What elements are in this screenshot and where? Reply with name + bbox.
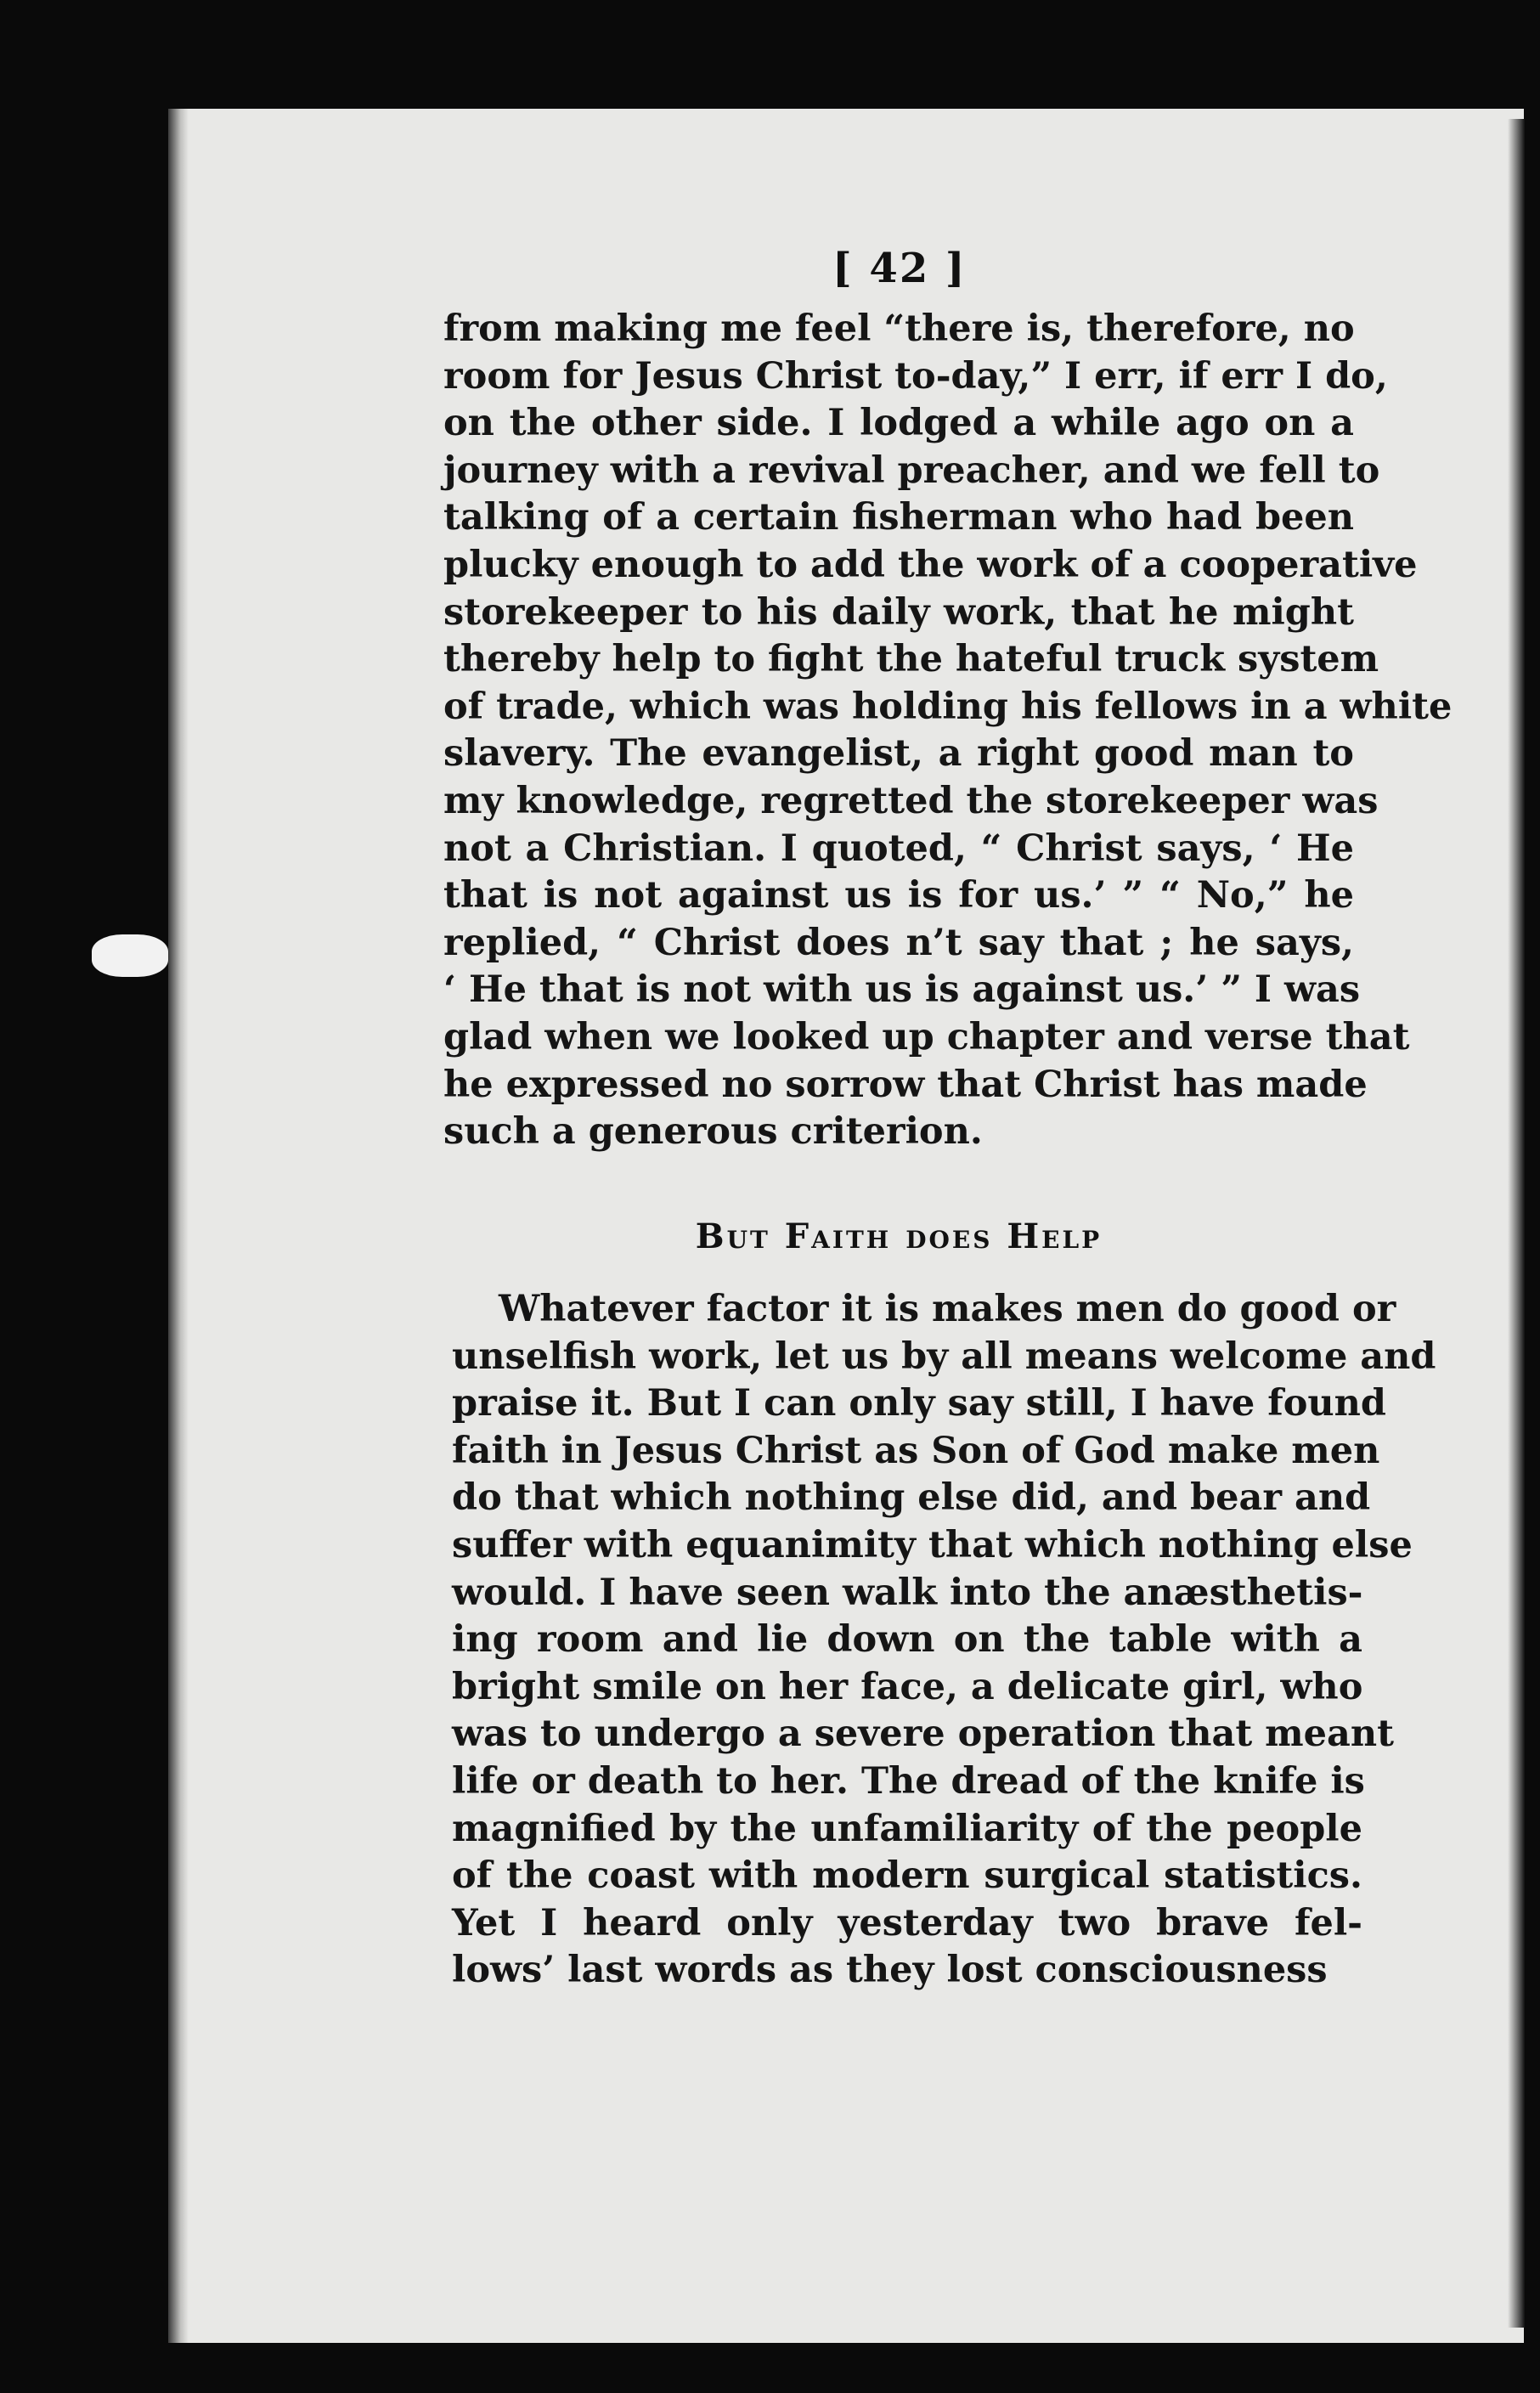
- text-line: plucky enough to add the work of a cooperative: [443, 543, 1418, 586]
- text-line: ‘ He that is not with us is against us.’ ” I was: [443, 968, 1361, 1012]
- text-line: that is not against us is for us.’ ” “ No,” he: [443, 874, 1354, 917]
- text-line: storekeeper to his daily work, that he might: [443, 590, 1354, 634]
- paragraph-2: [452, 1286, 1436, 1995]
- text-line: praise it. But I can only say still, I have found: [452, 1382, 1386, 1425]
- text-line: replied, “ Christ does n’t say that ; he says,: [443, 921, 1354, 964]
- text-line: was to undergo a severe operation that meant: [452, 1713, 1395, 1756]
- text-line: magnified by the unfamiliarity of the people: [452, 1807, 1362, 1850]
- text-line: on the other side. I lodged a while ago on a: [443, 402, 1354, 445]
- page-number: [ 42 ]: [832, 245, 967, 292]
- text-line: room for Jesus Christ to-day,” I err, if err I do,: [443, 354, 1388, 398]
- text-line: ing room and lie down on the table with a: [452, 1618, 1362, 1662]
- text-line: suffer with equanimity that which nothing else: [452, 1523, 1413, 1566]
- page-binding-edge: [168, 109, 189, 2343]
- text-line: Whatever factor it is makes men do good or: [499, 1288, 1396, 1330]
- text-line: lows’ last words as they lost consciousness: [452, 1949, 1328, 1992]
- text-line: life or death to her. The dread of the knife is: [452, 1759, 1365, 1803]
- text-line: from making me feel “there is, therefore, no: [443, 308, 1355, 350]
- text-line: bright smile on her face, a delicate girl, who: [452, 1665, 1363, 1708]
- text-line: faith in Jesus Christ as Son of God make men: [452, 1429, 1380, 1472]
- paragraph-1: [443, 306, 1453, 1156]
- text-line: journey with a revival preacher, and we fell to: [443, 449, 1380, 492]
- text-line: of trade, which was holding his fellows in a white: [443, 685, 1453, 728]
- text-line: do that which nothing else did, and bear and: [452, 1476, 1371, 1520]
- text-line: would. I have seen walk into the anæsthetis-: [452, 1571, 1363, 1614]
- text-line: not a Christian. I quoted, “ Christ says, ‘ He: [443, 827, 1354, 870]
- text-line: glad when we looked up chapter and verse that: [443, 1015, 1410, 1058]
- text-line: thereby help to fight the hateful truck system: [443, 638, 1379, 681]
- text-line: he expressed no sorrow that Christ has made: [443, 1063, 1368, 1106]
- text-line: Yet I heard only yesterday two brave fel-: [452, 1901, 1362, 1944]
- text-line: such a generous criterion.: [443, 1110, 983, 1154]
- text-line: my knowledge, regretted the storekeeper was: [443, 779, 1379, 822]
- paper-blemish: [92, 934, 168, 977]
- section-heading: But Faith does Help: [695, 1216, 1103, 1256]
- text-line: unselfish work, let us by all means welcome and: [452, 1335, 1436, 1378]
- text-line: talking of a certain fisherman who had been: [443, 496, 1354, 539]
- page-right-edge: [1508, 119, 1525, 2328]
- text-line: of the coast with modern surgical statistics.: [452, 1854, 1362, 1898]
- text-line: slavery. The evangelist, a right good man to: [443, 732, 1354, 776]
